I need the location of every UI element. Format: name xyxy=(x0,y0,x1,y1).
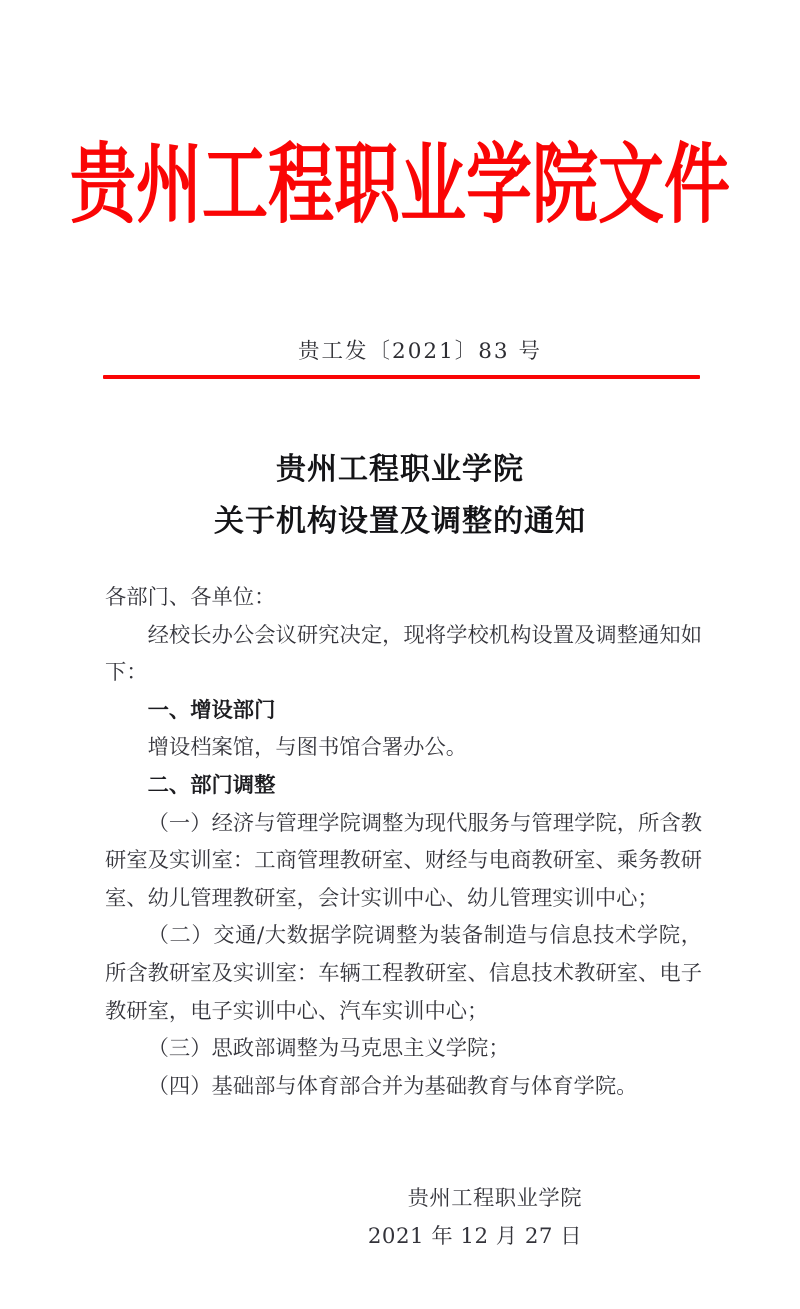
letterhead xyxy=(0,132,800,236)
paragraph-add-archives: 增设档案馆，与图书馆合署办公。 xyxy=(147,735,468,761)
paragraph-adjustment-3: （三）思政部调整为马克思主义学院； xyxy=(147,1036,510,1062)
document-body xyxy=(105,579,702,1256)
section-heading-add-departments: 一、增设部门 xyxy=(147,697,276,723)
salutation: 各部门、各单位： xyxy=(105,585,276,610)
paragraph-adjustment-4: （四）基础部与体育部合并为基础教育与体育学院。 xyxy=(147,1073,638,1099)
notice-title-line1: 贵州工程职业学院 xyxy=(276,452,524,487)
signature-block xyxy=(105,1180,702,1255)
paragraph-adjustment-1: （一）经济与管理学院调整为现代服务与管理学院，所含教研室及实训室：工商管理教研室、财经与电商教研室、乘务教研室、幼儿管理教研室，会计实训中心、幼儿管理实训中心； xyxy=(105,810,702,911)
red-divider-line xyxy=(103,375,700,379)
letterhead-org-title: 贵州工程职业学院文件 xyxy=(70,132,730,236)
paragraph-adjustment-2: （二）交通/大数据学院调整为装备制造与信息技术学院，所含教研室及实训室：车辆工程教研室、信息技术教研室、电子教研室，电子实训中心、汽车实训中心； xyxy=(105,923,702,1024)
doc-number: 贵工发〔2021〕83 号 xyxy=(298,339,542,364)
section-heading-adjust-departments: 二、部门调整 xyxy=(147,772,276,798)
signature-date: 2021 年 12 月 27 日 xyxy=(367,1223,582,1249)
intro-paragraph: 经校长办公会议研究决定，现将学校机构设置及调整通知如下： xyxy=(105,622,702,686)
notice-title xyxy=(0,444,800,548)
signature-org: 贵州工程职业学院 xyxy=(407,1186,582,1212)
notice-title-line2: 关于机构设置及调整的通知 xyxy=(214,504,586,539)
